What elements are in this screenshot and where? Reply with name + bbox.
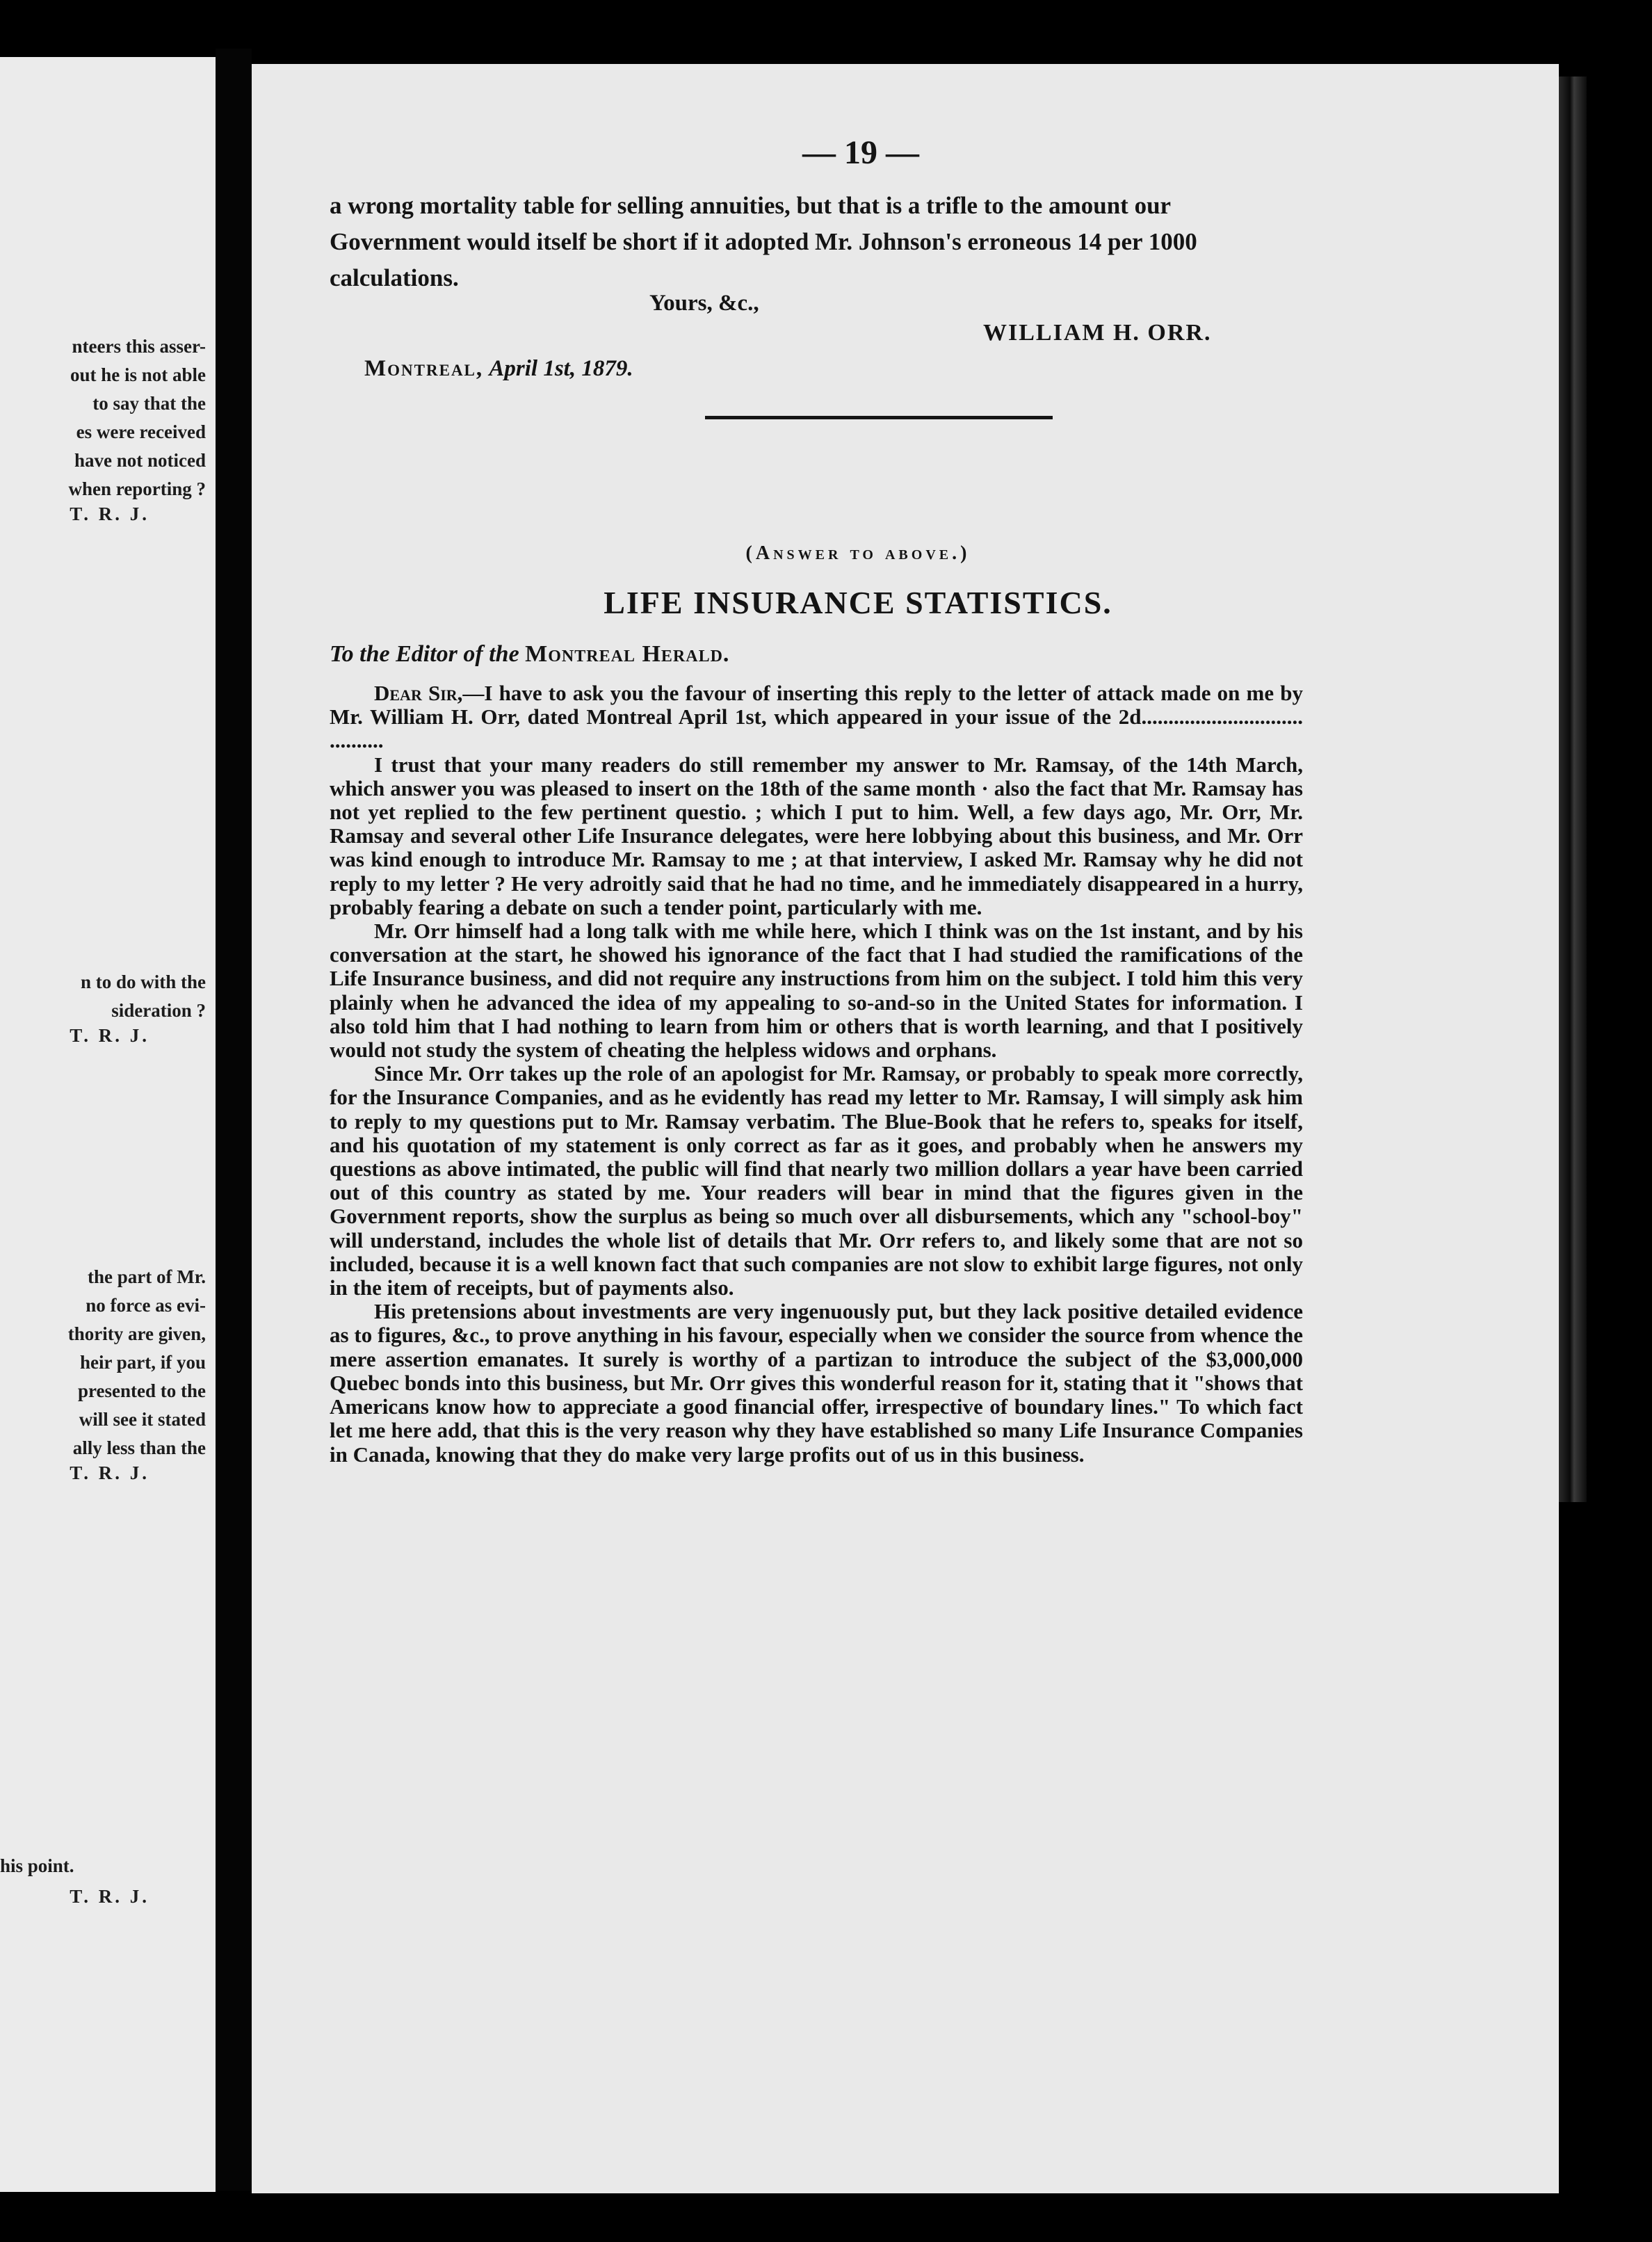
left-fragment-6: when reporting ? <box>68 478 206 499</box>
separator-rule <box>705 416 1053 419</box>
left-fragment-15: ally less than the <box>72 1437 206 1458</box>
salutation <box>330 641 729 668</box>
left-fragment-4: es were received <box>76 421 206 442</box>
salutation-paper: Montreal Herald. <box>525 641 730 667</box>
left-fragment-9: the part of Mr. <box>88 1266 206 1287</box>
dateline <box>364 356 633 382</box>
page-number: — 19 — <box>802 134 919 171</box>
left-fragment-7: n to do with the <box>80 971 206 992</box>
paragraph-1-text: —I have to ask you the favour of inserting this reply to the letter of attack made on me by Mr. William H. Orr, dated Montreal April 1st, which appeared in your issue of the 2d.............................. .......... <box>330 681 1303 753</box>
page-gutter <box>216 49 252 2191</box>
letter-body <box>330 682 1303 1467</box>
closing: Yours, &c., <box>649 291 759 316</box>
intro-line-1: a wrong mortality table for selling annuities, but that is a trifle to the amount our <box>330 192 1172 219</box>
previous-page-fragment <box>0 57 216 2192</box>
left-fragment-8: sideration ? <box>111 1000 206 1021</box>
document-page <box>252 64 1559 2193</box>
salutation-prefix: To the Editor of the <box>330 641 519 667</box>
paragraph-1-lead: Dear Sir, <box>374 681 463 705</box>
page-edge <box>1559 76 1587 1502</box>
left-fragment-5: have not noticed <box>74 450 206 471</box>
paragraph-2: I trust that your many readers do still remember my answer to Mr. Ramsay, of the 14th March, which answer you was pleased to insert on the 18th of the same month · also the fact that Mr. Ramsay has not yet replied to the few pertinent questio. ; which I put to him. Well, a few days ago, Mr. Orr, Mr. Ramsay and several other Life Insurance delegates, were here lobbying about this business, and Mr. Orr was kind enough to introduce Mr. Ramsay to me ; at that interview, I asked Mr. Ramsay why he did not reply to my letter ? He very adroitly said that he had no time, and he immediately disappeared in a hurry, probably fearing a debate on such a tender point, particularly with me. <box>330 752 1303 919</box>
answer-heading: (Answer to above.) <box>745 542 971 564</box>
left-fragment-2: out he is not able <box>70 364 206 385</box>
signature: WILLIAM H. ORR. <box>983 320 1212 346</box>
dateline-place: Montreal, <box>364 356 484 381</box>
left-fragment-10: no force as evi- <box>86 1295 206 1316</box>
left-fragment-3: to say that the <box>92 393 206 414</box>
left-fragment-16: his point. <box>0 1855 74 1876</box>
intro-line-2: Government would itself be short if it adopted Mr. Johnson's erroneous 14 per 1000 <box>330 228 1197 255</box>
left-fragment-11: thority are given, <box>67 1323 206 1344</box>
left-fragment-13: presented to the <box>78 1380 206 1401</box>
left-signature-2: T. R. J. <box>70 1025 149 1046</box>
left-signature-3: T. R. J. <box>70 1462 149 1483</box>
left-signature-1: T. R. J. <box>70 503 149 524</box>
left-fragment-12: heir part, if you <box>80 1352 206 1373</box>
left-signature-4: T. R. J. <box>70 1886 149 1907</box>
left-fragment-14: will see it stated <box>79 1409 206 1430</box>
paragraph-1 <box>330 682 1303 753</box>
paragraph-3: Mr. Orr himself had a long talk with me while here, which I think was on the 1st instant, and by his conversation at the start, he showed his ignorance of the fact that I had studied the ramifications of the Life Insurance business, and did not require any instructions from him on the subject. I told him this very plainly when he advanced the idea of my appealing to so-and-so in the United States for information. I also told him that I had nothing to learn from him or others that is worth learning, and that I positively would not study the system of cheating the helpless widows and orphans. <box>330 919 1303 1063</box>
article-title: LIFE INSURANCE STATISTICS. <box>604 585 1112 620</box>
dateline-date: April 1st, 1879. <box>489 356 633 381</box>
intro-line-3: calculations. <box>330 264 459 291</box>
left-fragment-1: nteers this asser- <box>72 336 206 357</box>
paragraph-4: Since Mr. Orr takes up the role of an apologist for Mr. Ramsay, or probably to speak more correctly, for the Insurance Companies, and as he evidently has read my letter to Mr. Ramsay, I will simply ask him to reply to my questions put to Mr. Ramsay verbatim. The Blue-Book that he refers to, speaks for itself, and his quotation of my statement is only correct as far as it goes, and probably when he answers my questions as above intimated, the public will find that nearly two million dollars a year have been carried out of this country as stated by me. Your readers will bear in mind that the figures given in the Government reports, show the surplus as being so much over all disbursements, which any "school-boy" will understand, includes the whole list of details that Mr. Orr refers to, and likely some that are not so included, because it is a well known fact that such companies are not slow to exhibit large figures, not only in the item of receipts, but of payments also. <box>330 1061 1303 1300</box>
paragraph-5: His pretensions about investments are very ingenuously put, but they lack positive detailed evidence as to figures, &c., to prove anything in his favour, especially when we consider the source from whence the mere assertion emanates. It surely is worthy of a partizan to introduce the subject of the $3,000,000 Quebec bonds into this business, but Mr. Orr gives this wonderful reason for it, stating that it "shows that Americans know how to appreciate a good financial offer, irrespective of boundary lines." To which fact let me here add, that this is the very reason why they have established so many Life Insurance Companies in Canada, knowing that they do make very large profits out of us in this business. <box>330 1299 1303 1467</box>
